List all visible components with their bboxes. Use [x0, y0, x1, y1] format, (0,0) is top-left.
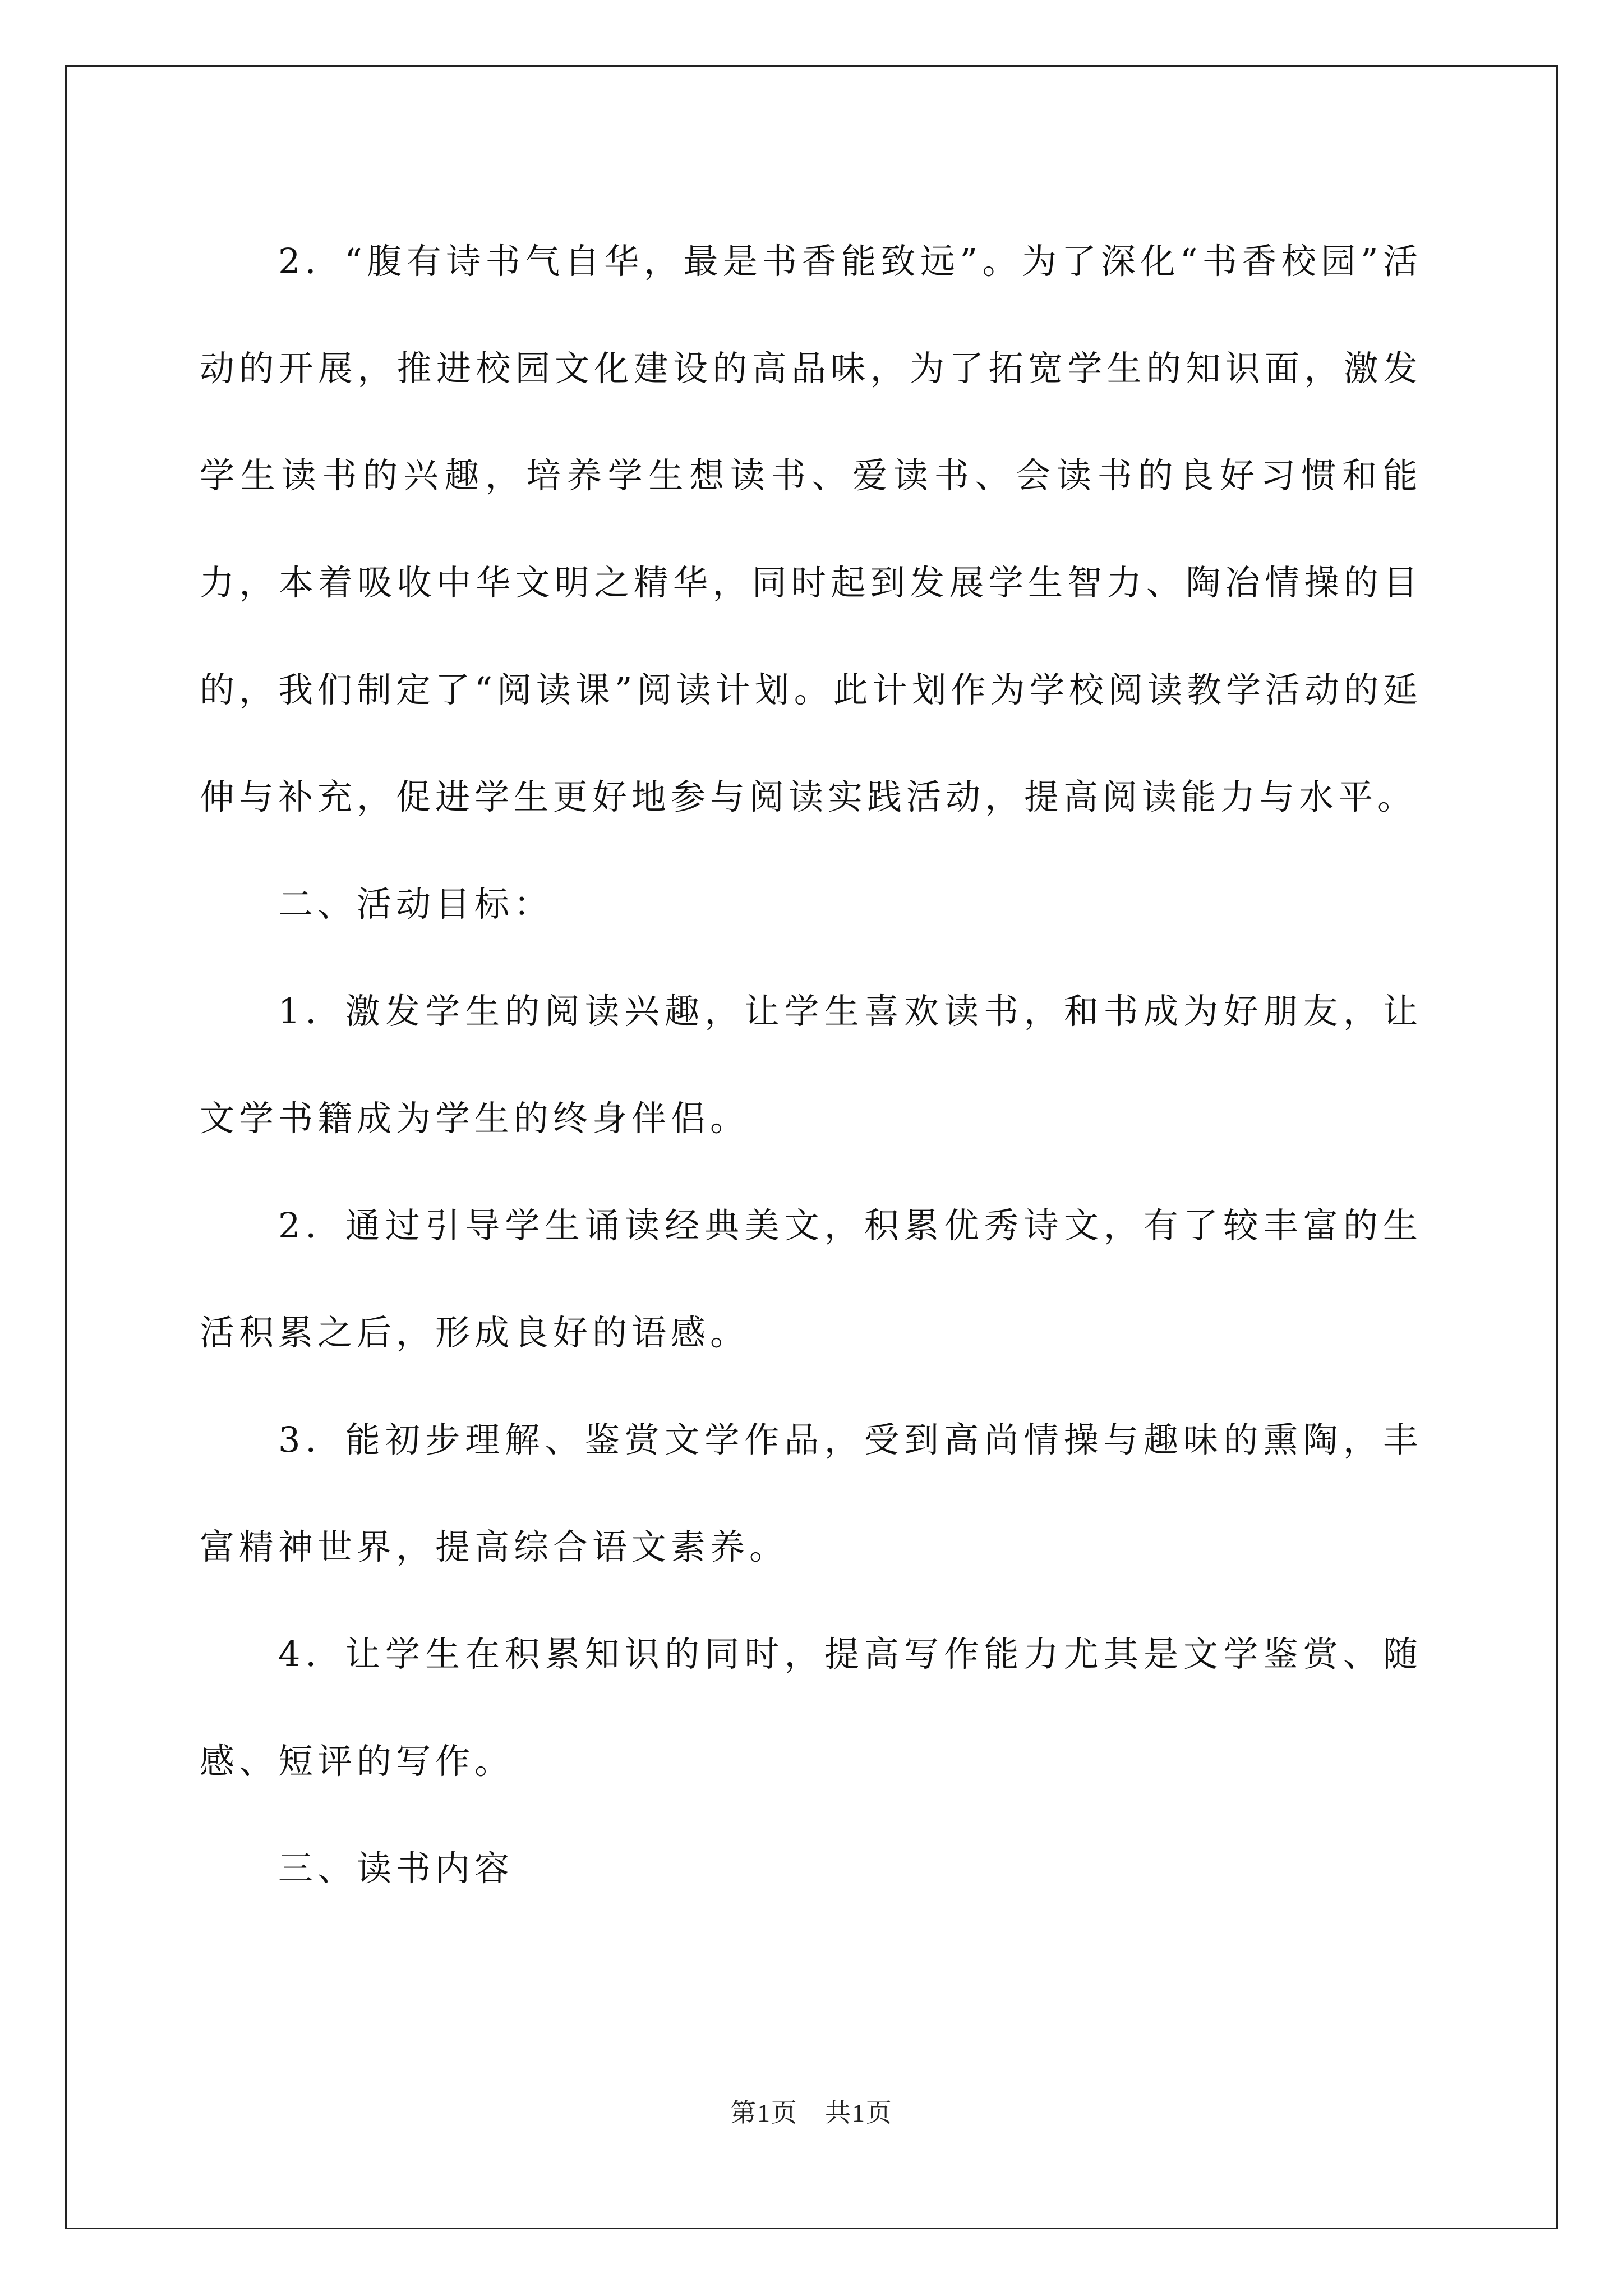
goal-item-3: 3．能初步理解、鉴赏文学作品，受到高尚情操与趣味的熏陶，丰富精神世界，提高综合语文素养。: [200, 1419, 1422, 1567]
page-number: 第1页 共1页: [730, 2099, 893, 2127]
goal-item-2: 2．通过引导学生诵读经典美文，积累优秀诗文，有了较丰富的生活积累之后，形成良好的语感。: [200, 1205, 1422, 1353]
goal-item-1: 1．激发学生的阅读兴趣，让学生喜欢读书，和书成为好朋友，让文学书籍成为学生的终身伴侣。: [200, 991, 1422, 1139]
paragraph-intro: 2．“腹有诗书气自华，最是书香能致远”。为了深化“书香校园”活动的开展，推进校园文化建设的高品味，为了拓宽学生的知识面，激发学生读书的兴趣，培养学生想读书、爱读书、会读书的良好习惯和能力，本着吸收中华文明之精华，同时起到发展学生智力、陶冶情操的目的，我们制定了“阅读课”阅读计划。此计划作为学校阅读教学活动的延伸与补充，促进学生更好地参与阅读实践活动，提高阅读能力与水平。: [200, 241, 1422, 817]
heading-reading-content: 三、读书内容: [278, 1848, 514, 1889]
heading-activity-goals: 二、活动目标：: [278, 884, 554, 924]
goal-item-4: 4．让学生在积累知识的同时，提高写作能力尤其是文学鉴赏、随感、短评的写作。: [200, 1634, 1422, 1782]
document-body: [200, 208, 1422, 1922]
